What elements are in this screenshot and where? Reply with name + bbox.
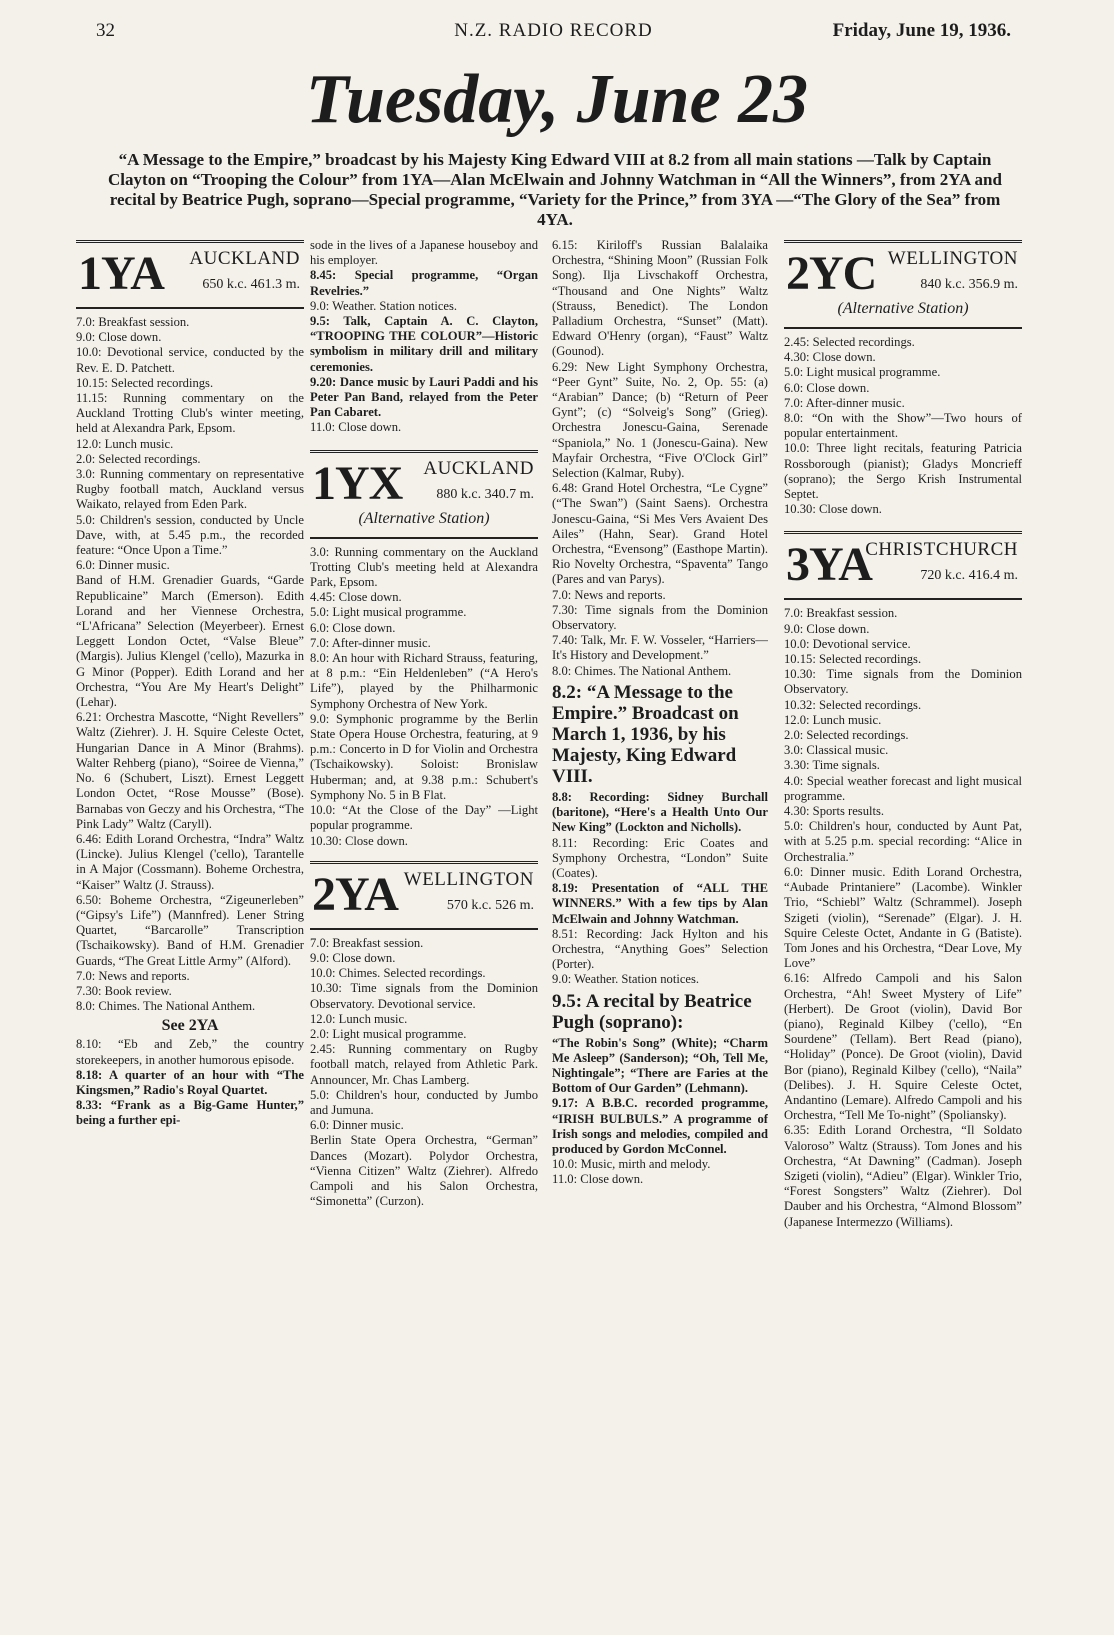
programme-list-1yx <box>310 545 538 849</box>
station-frequency: 720 k.c. 416.4 m. <box>920 568 1018 584</box>
column-2 <box>310 238 538 1558</box>
programme-entry: 7.0: After-dinner music. <box>310 635 431 650</box>
programme-entry: 7.0: News and reports. <box>76 968 190 983</box>
station-city: WELLINGTON <box>887 248 1018 269</box>
programme-entry: 11.0: Close down. <box>310 420 402 435</box>
programme-list-1ya-late <box>310 238 538 436</box>
programme-entry: 5.0: Children's session, conducted by Uncle Dave, with, at 5.45 p.m., the recorded feature: “Once Upon a Time.” <box>76 512 304 558</box>
programme-entry: 3.30: Time signals. <box>784 758 880 773</box>
programme-entry: 12.0: Lunch music. <box>76 436 174 451</box>
programme-entry: 9.0: Close down. <box>784 621 870 636</box>
programme-entry: 8.19: Presentation of “ALL THE WINNERS.” With a few tips by Alan McElwain and Johnny Watchman. <box>552 881 768 926</box>
programme-entry: 5.0: Children's hour, conducted by Jumbo and Jumuna. <box>310 1087 538 1117</box>
programme-entry: 7.30: Time signals from the Dominion Observatory. <box>552 602 768 633</box>
intro-paragraph: “A Message to the Empire,” broadcast by his Majesty King Edward VIII at 8.2 from all main stations —Talk by Captain Clayton on “Trooping the Colour” from 1YA—Alan McElwain and Johnny Watchman in “All the Winners”, from 2YA and recital by Beatrice Pugh, soprano—Special programme, “Variety for the Prince,” from 3YA —“The Glory of the Sea” from 4YA. <box>108 150 1002 229</box>
programme-entry: 12.0: Lunch music. <box>784 712 882 727</box>
issue-date: Friday, June 19, 1936. <box>832 20 1011 41</box>
programme-entry: 5.0: Light musical programme. <box>310 605 467 620</box>
see-2ya-note: See 2YA <box>161 1017 219 1035</box>
programme-entry: 10.0: Devotional service. <box>784 636 911 651</box>
programme-entry: 11.0: Close down. <box>552 1172 644 1187</box>
programme-entry: 9.0: Close down. <box>76 330 162 345</box>
programme-entry: 8.8: Recording: Sidney Burchall (baritone), “Here's a Health Unto Our New King” (Lockton and Nicholls). <box>552 789 768 835</box>
programme-entry: 2.0: Light musical programme. <box>310 1026 467 1041</box>
programme-entry: 10.0: Devotional service, conducted by the Rev. E. D. Patchett. <box>76 345 304 375</box>
page-header <box>96 20 1011 48</box>
programme-entry: sode in the lives of a Japanese houseboy and his employer. <box>310 238 538 268</box>
programme-entry: 8.18: A quarter of an hour with “The Kingsmen,” Radio's Royal Quartet. <box>76 1067 304 1097</box>
programme-entry: 6.16: Alfredo Campoli and his Salon Orchestra, “Ah! Sweet Mystery of Life” (Herbert). De Groot (violin), David Bor (piano), Reginald Kilbey ('cello), “En Sourdene” (Tellam). Bert Read (piano), “Holiday” (Ponce). De Groot (violin), David Bor (piano), Reginald Kilbey ('cello), “Naila” (Delibes). J. H. Squire Celeste Octet, Andantino (Lemare). Alfredo Campoli and his Orchestra, “Tell Me To-night” (Spoliansky). <box>784 971 1022 1123</box>
page-title: Tuesday, June 23 <box>305 61 809 138</box>
programme-entry: 6.15: Kiriloff's Russian Balalaika Orchestra, “Shining Moon” (Russian Folk Song). Ilja Livschakoff Orchestra, “Thousand and One Nights” Waltz (Strauss, Benedict). The London Palladium Orchestra, “Sunset” (Matt). Edward O'Henry (organ), “Faust” Waltz (Gounod). <box>552 238 768 359</box>
station-header-1yx <box>310 450 538 539</box>
programme-entry: 7.0: News and reports. <box>552 587 666 602</box>
programme-list-3ya <box>784 606 1022 1229</box>
programme-entry: 2.45: Selected recordings. <box>784 335 915 349</box>
programme-entry: 8.10: “Eb and Zeb,” the country storekeepers, in another humorous episode. <box>76 1037 304 1067</box>
column-4 <box>784 238 1022 1558</box>
page-number: 32 <box>96 20 115 41</box>
programme-entry: 7.0: Breakfast session. <box>76 315 190 329</box>
station-callsign: 2YA <box>312 867 398 921</box>
station-city: AUCKLAND <box>189 248 300 269</box>
column-1 <box>76 238 304 1558</box>
programme-entry: 7.40: Talk, Mr. F. W. Vosseler, “Harriers—It's History and Development.” <box>552 633 768 663</box>
station-city: WELLINGTON <box>403 868 534 890</box>
programme-entry: 6.29: New Light Symphony Orchestra, “Peer Gynt” Suite, No. 2, Op. 55: (a) “Arabian” Dance; (b) “Return of Peer Gynt”; (c) “Solveig's Song” (Grieg). Orchestra Jonescu-Gaina, Serenade “Spaniola,” No. 1 (Jonescu-Gaina). New Mayfair Orchestra, “Five O'Clock Girl” Selection (Kalmar, Ruby). <box>552 359 768 481</box>
programme-entry: 7.0: Breakfast session. <box>310 935 424 950</box>
programme-list-2ya-late <box>552 1036 768 1188</box>
programme-entry: Berlin State Opera Orchestra, “German” Dances (Mozart). Polydor Orchestra, “Vienna Citizen” Waltz (Ziehrer). Alfredo Campoli and his Salon Orchestra, “Simonetta” (Curzon). <box>310 1133 538 1209</box>
programme-entry: 6.0: Dinner music. <box>310 1118 404 1133</box>
programme-entry: 7.30: Book review. <box>76 983 172 998</box>
programme-list-2ya-evening <box>552 790 768 988</box>
programme-entry: 4.45: Close down. <box>310 590 402 605</box>
programme-entry: 4.30: Close down. <box>784 350 876 365</box>
masthead: N.Z. RADIO RECORD <box>454 20 653 41</box>
programme-entry: “The Robin's Song” (White); “Charm Me Asleep” (Sanderson); “Oh, Tell Me, Nightingale”; “There are Faries at the Bottom of Our Garden” (Lehmann). <box>552 1035 768 1096</box>
station-frequency: 880 k.c. 340.7 m. <box>436 486 534 502</box>
programme-entry: 7.0: Breakfast session. <box>784 606 898 621</box>
programme-entry: 10.0: Three light recitals, featuring Patricia Rossborough (pianist); Gladys Moncrieff (soprano); the Sergo Krish Instrumental Septet. <box>784 441 1022 502</box>
programme-entry: 2.0: Selected recordings. <box>76 451 201 466</box>
programme-entry: 8.0: An hour with Richard Strauss, featuring, at 8 p.m.: “Ein Heldenleben” (“A Hero's Life”), played by the Philharmonic Symphony Orchestra of New York. <box>310 651 538 711</box>
programme-entry: 10.0: Chimes. Selected recordings. <box>310 966 486 981</box>
programme-entry: 6.46: Edith Lorand Orchestra, “Indra” Waltz (Lincke). Julius Klengel ('cello), Tarantelle in A Major (Cossmann). Boheme Orchestra, “Kaiser” Waltz (J. Strauss). <box>76 831 304 892</box>
programme-entry: 3.0: Running commentary on representative Rugby football match, Auckland versus Waikato, relayed from Eden Park. <box>76 467 304 512</box>
programme-entry: 9.5: Talk, Captain A. C. Clayton, “TROOPING THE COLOUR”—Historic symbolism in military drill and military ceremonies. <box>310 314 538 374</box>
station-frequency: 570 k.c. 526 m. <box>446 897 534 913</box>
programme-entry: 2.45: Running commentary on Rugby football match, relayed from Athletic Park. Announcer, Mr. Chas Lamberg. <box>310 1042 538 1087</box>
message-to-empire-item: 8.2: “A Message to the Empire.” Broadcast on March 1, 1936, by his Majesty, King Edward VIII. <box>552 681 739 787</box>
programme-entry: 6.50: Boheme Orchestra, “Zigeunerleben” (“Gipsy's Life”) (Mannfred). Lener String Quartet, “Barcarolle” Transcription (Tschaikowsky). Band of H.M. Grenadier Guards, “The Great Little Army” (Alford). <box>76 892 304 968</box>
programme-entry: 10.0: “At the Close of the Day” —Light popular programme. <box>310 803 538 833</box>
programme-entry: 6.0: Close down. <box>784 380 870 395</box>
programme-entry: Band of H.M. Grenadier Guards, “Garde Republicaine” March (Emerson). Edith Lorand and her Viennese Orchestra, “L'Africana” Selection (Meyerbeer). Ernest Leggett London Octet, “Valse Bleue” (Margis). Julius Klengel ('cello), Mazurka in G Minor (Popper). Edith Lorand and her Orchestra, “You Are My Heart's Delight” (Lehar). <box>76 573 304 710</box>
programme-list-1ya <box>76 315 304 1014</box>
programme-entry: 8.0: Chimes. The National Anthem. <box>76 999 256 1014</box>
programme-entry: 3.0: Running commentary on the Auckland Trotting Club's meeting held at Alexandra Park, Epsom. <box>310 544 538 590</box>
programme-entry: 6.0: Dinner music. <box>76 558 170 573</box>
programme-entry: 6.35: Edith Lorand Orchestra, “Il Soldato Valoroso” Waltz (Strauss). Tom Jones and his Orchestra, “At Dawning” (Cadman). Joseph Szigeti (violin), “Adieu” (Elgar). Winkler Trio, “Forest Songsters” Waltz (Ziehrer). Dol Dauber and his Orchestra, “Almond Blossom” (Japanese Intermezzo (Williams). <box>784 1123 1022 1229</box>
programme-entry: 10.15: Selected recordings. <box>784 652 922 667</box>
programme-entry: 4.30: Sports results. <box>784 804 885 819</box>
station-header-2ya <box>310 861 538 930</box>
programme-entry: 5.0: Children's hour, conducted by Aunt Pat, with at 5.25 p.m. special recording: “Alice in Orchestralia.” <box>784 819 1022 864</box>
programme-entry: 12.0: Lunch music. <box>310 1011 408 1026</box>
programme-entry: 10.0: Music, mirth and melody. <box>552 1157 711 1172</box>
programme-entry: 6.21: Orchestra Mascotte, “Night Revellers” Waltz (Ziehrer). J. H. Squire Celeste Octet, Hungarian Dance in A Minor (Brahms). Walter Rehberg (piano), “Soiree de Vienna,” No. 6 (Schubert, Liszt). Ernest Leggett London Octet, “Rose Mousse” (Bose). Barnabas von Geczy and his Orchestra, “The Pink Lady” Waltz (Caryll). <box>76 710 304 831</box>
programme-entry: 8.45: Special programme, “Organ Revelries.” <box>310 268 538 298</box>
alternative-station-note: (Alternative Station) <box>358 509 490 527</box>
alternative-station-note: (Alternative Station) <box>837 300 969 317</box>
programme-entry: 10.15: Selected recordings. <box>76 375 214 390</box>
programme-entry: 10.30: Time signals from the Dominion Observatory. <box>784 667 1022 697</box>
station-header-1ya <box>76 240 304 309</box>
station-header-3ya <box>784 531 1022 600</box>
programme-entry: 6.48: Grand Hotel Orchestra, “Le Cygne” (“The Swan”) (Saint Saens). Orchestra Jonescu-Gaina, “Si Mes Vers Avaient Des Ailes” (Hahn, Sear). Grand Hotel Orchestra, “Evensong” (Easthope Martin). Rio Novelty Orchestra, “Spaventa” Tango (Pares and van Parys). <box>552 481 768 587</box>
programme-entry: 11.15: Running commentary on the Auckland Trotting Club's winter meeting, held at Alexandra Park, Epsom. <box>76 391 304 436</box>
station-callsign: 2YC <box>786 247 877 300</box>
programme-entry: 2.0: Selected recordings. <box>784 728 909 743</box>
programme-entry: 8.0: Chimes. The National Anthem. <box>552 663 732 678</box>
programme-entry: 4.0: Special weather forecast and light musical programme. <box>784 773 1022 803</box>
station-callsign: 3YA <box>786 538 872 592</box>
column-3 <box>552 238 768 1558</box>
station-callsign: 1YX <box>312 456 403 510</box>
programme-entry: 9.17: A B.B.C. recorded programme, “IRISH BULBULS.” A programme of Irish songs and melodies, compiled and produced by Gordon McConnel. <box>552 1096 768 1156</box>
programme-entry: 8.11: Recording: Eric Coates and Symphony Orchestra, “London” Suite (Coates). <box>552 835 768 880</box>
programme-entry: 5.0: Light musical programme. <box>784 365 941 380</box>
station-frequency: 840 k.c. 356.9 m. <box>920 277 1018 292</box>
beatrice-pugh-recital-item: 9.5: A recital by Beatrice Pugh (soprano): <box>552 990 752 1033</box>
programme-entry: 10.30: Close down. <box>784 502 882 517</box>
station-callsign: 1YA <box>78 247 164 300</box>
programme-entry: 9.0: Symphonic programme by the Berlin State Opera House Orchestra, featuring, at 9 p.m.: Concerto in D for Violin and Orchestra (Tschaikowsky). Soloist: Bronislaw Huberman; and, at 9.38 p.m.: Schubert's Symphony No. 5 in B Flat. <box>310 711 538 802</box>
station-frequency: 650 k.c. 461.3 m. <box>202 277 300 292</box>
programme-list-2yc <box>784 335 1022 517</box>
programme-list-1ya-cont <box>76 1037 304 1128</box>
programme-entry: 6.0: Close down. <box>310 620 396 635</box>
programme-list-2ya <box>310 936 538 1210</box>
programme-entry: 10.30: Close down. <box>310 833 408 848</box>
programme-entry: 6.0: Dinner music. Edith Lorand Orchestra, “Aubade Printaniere” (Lacombe). Winkler Trio, “Schiebl” Waltz (Schrammel). Joseph Szigeti (violin), “Serenade” (Elgar). J. H. Squire Celeste Octet, Andante in G (Batiste). Tom Jones and his Orchestra, “Dear Love, My Love” <box>784 864 1022 971</box>
programme-list-2ya-dinner <box>552 238 768 679</box>
programme-entry: 8.0: “On with the Show”—Two hours of popular entertainment. <box>784 411 1022 441</box>
programme-entry: 9.0: Weather. Station notices. <box>552 972 700 987</box>
programme-entry: 10.32: Selected recordings. <box>784 697 922 712</box>
programme-entry: 9.0: Weather. Station notices. <box>310 298 458 313</box>
programme-entry: 8.33: “Frank as a Big-Game Hunter,” being a further epi- <box>76 1098 304 1128</box>
programme-entry: 9.0: Close down. <box>310 950 396 965</box>
station-city: AUCKLAND <box>423 457 534 479</box>
programme-entry: 9.20: Dance music by Lauri Paddi and his Peter Pan Band, relayed from the Peter Pan Cabaret. <box>310 374 538 420</box>
programme-entry: 3.0: Classical music. <box>784 743 889 758</box>
programme-entry: 7.0: After-dinner music. <box>784 395 905 410</box>
programme-entry: 10.30: Time signals from the Dominion Observatory. Devotional service. <box>310 981 538 1011</box>
station-city: CHRISTCHURCH <box>865 539 1018 561</box>
programme-entry: 8.51: Recording: Jack Hylton and his Orchestra, “Anything Goes” Selection (Porter). <box>552 926 768 972</box>
station-header-2yc <box>784 240 1022 329</box>
